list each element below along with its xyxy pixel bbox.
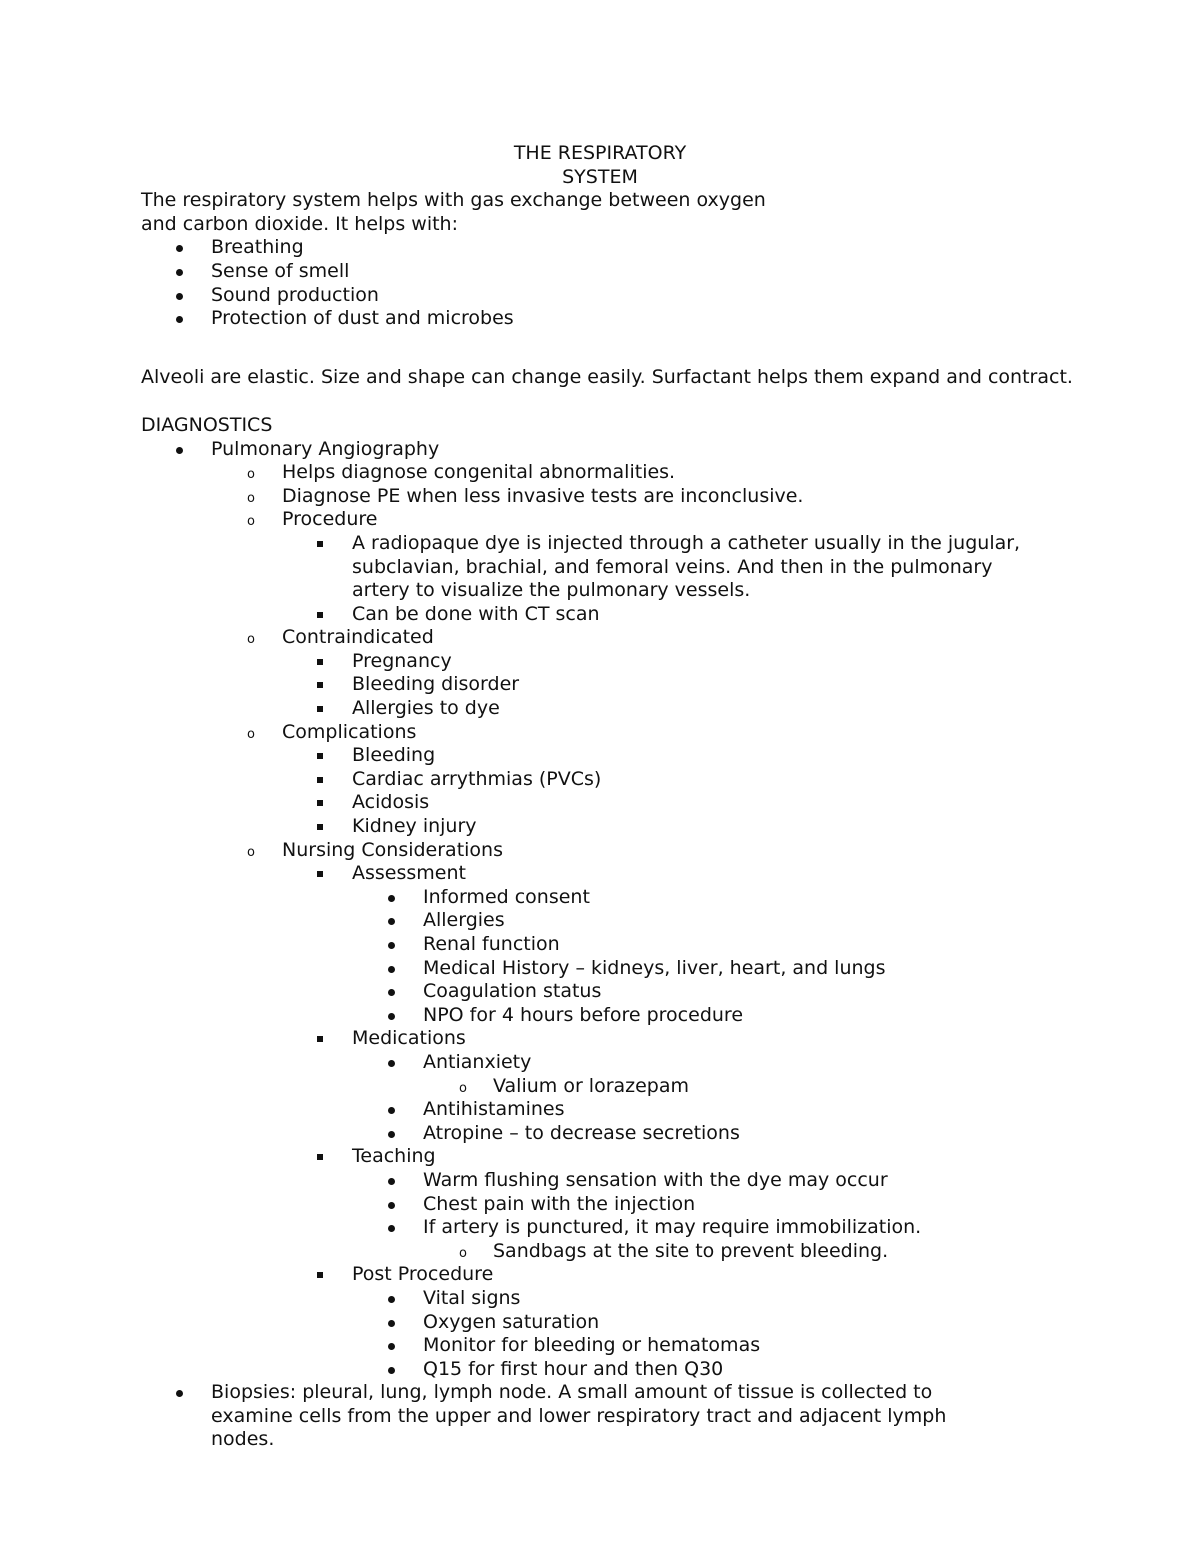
square-bullet-icon <box>317 800 323 806</box>
circle-bullet-icon: o <box>247 467 255 483</box>
list-item: o Procedure <box>141 508 1121 532</box>
list-item: Oxygen saturation <box>141 1311 1121 1335</box>
list-item: Bleeding disorder <box>141 673 1121 697</box>
square-bullet-icon <box>317 541 323 547</box>
list-item: Sound production <box>141 284 1121 308</box>
bullet-dot-icon <box>388 918 395 925</box>
list-item: o Sandbags at the site to prevent bleeding. <box>141 1240 1121 1264</box>
list-item: Can be done with CT scan <box>141 603 1121 627</box>
spacer <box>141 331 1121 355</box>
circle-bullet-icon: o <box>247 632 255 648</box>
list-item: Allergies to dye <box>141 697 1121 721</box>
spacer <box>141 354 1121 366</box>
square-bullet-icon <box>317 682 323 688</box>
list-item: Q15 for first hour and then Q30 <box>141 1358 1121 1382</box>
circle-bullet-icon: o <box>247 514 255 530</box>
list-item-continuation: artery to visualize the pulmonary vessels. <box>352 579 751 602</box>
spacer <box>141 402 1121 414</box>
list-item: Antianxiety <box>141 1051 1121 1075</box>
bullet-dot-icon <box>176 447 183 454</box>
spacer <box>141 390 1121 402</box>
diagnostics-heading: DIAGNOSTICS <box>141 413 273 436</box>
circle-bullet-icon: o <box>247 490 255 506</box>
bullet-dot-icon <box>388 1202 395 1209</box>
alveoli-paragraph: Alveoli are elastic. Size and shape can change easily. Surfactant helps them expand and contract. <box>141 366 1073 389</box>
list-item-continuation: nodes. <box>211 1428 275 1451</box>
list-item: Antihistamines <box>141 1098 1121 1122</box>
list-item: If artery is punctured, it may require immobilization. <box>141 1216 1121 1240</box>
circle-bullet-icon: o <box>459 1245 467 1261</box>
list-item: Teaching <box>141 1145 1121 1169</box>
square-bullet-icon <box>317 659 323 665</box>
list-item: Allergies <box>141 909 1121 933</box>
circle-bullet-icon: o <box>247 726 255 742</box>
bullet-dot-icon <box>388 1131 395 1138</box>
square-bullet-icon <box>317 1036 323 1042</box>
bullet-dot-icon <box>176 245 183 252</box>
bullet-dot-icon <box>176 269 183 276</box>
list-item: Warm flushing sensation with the dye may occur <box>141 1169 1121 1193</box>
circle-bullet-icon: o <box>459 1080 467 1096</box>
circle-bullet-icon: o <box>247 844 255 860</box>
bullet-dot-icon <box>388 989 395 996</box>
square-bullet-icon <box>317 1272 323 1278</box>
bullet-dot-icon <box>388 1107 395 1114</box>
bullet-dot-icon <box>388 1225 395 1232</box>
bullet-dot-icon <box>388 1060 395 1067</box>
bullet-dot-icon <box>388 895 395 902</box>
bullet-dot-icon <box>388 1178 395 1185</box>
list-item: Kidney injury <box>141 815 1121 839</box>
bullet-dot-icon <box>388 1013 395 1020</box>
list-item: Protection of dust and microbes <box>141 307 1121 331</box>
title-line-1: THE RESPIRATORY <box>513 142 687 164</box>
list-item: o Nursing Considerations <box>141 839 1121 863</box>
list-item: Coagulation status <box>141 980 1121 1004</box>
square-bullet-icon <box>317 1154 323 1160</box>
list-item: Bleeding <box>141 744 1121 768</box>
list-item: o Valium or lorazepam <box>141 1075 1121 1099</box>
list-item: Post Procedure <box>141 1263 1121 1287</box>
bullet-dot-icon <box>388 942 395 949</box>
list-item: NPO for 4 hours before procedure <box>141 1004 1121 1028</box>
list-item: Pregnancy <box>141 650 1121 674</box>
list-item: Medications <box>141 1027 1121 1051</box>
list-item: Vital signs <box>141 1287 1121 1311</box>
list-item: Breathing <box>141 236 1121 260</box>
bullet-dot-icon <box>388 966 395 973</box>
square-bullet-icon <box>317 777 323 783</box>
list-item-continuation: subclavian, brachial, and femoral veins. And then in the pulmonary <box>352 555 993 578</box>
list-item-continuation: examine cells from the upper and lower respiratory tract and adjacent lymph <box>211 1404 947 1427</box>
list-item: o Contraindicated <box>141 626 1121 650</box>
list-item: Renal function <box>141 933 1121 957</box>
list-item: o Diagnose PE when less invasive tests are inconclusive. <box>141 485 1121 509</box>
intro-line-1: The respiratory system helps with gas exchange between oxygen <box>141 189 766 212</box>
list-item: Biopsies: pleural, lung, lymph node. A small amount of tissue is collected to <box>141 1381 1121 1405</box>
square-bullet-icon <box>317 753 323 759</box>
list-item: A radiopaque dye is injected through a catheter usually in the jugular, <box>141 532 1121 556</box>
list-item: o Helps diagnose congenital abnormalities. <box>141 461 1121 485</box>
square-bullet-icon <box>317 824 323 830</box>
list-item: Sense of smell <box>141 260 1121 284</box>
title-line-2: SYSTEM <box>562 165 638 188</box>
square-bullet-icon <box>317 706 323 712</box>
square-bullet-icon <box>317 871 323 877</box>
list-item: Assessment <box>141 862 1121 886</box>
list-item: o Complications <box>141 721 1121 745</box>
list-item: Pulmonary Angiography <box>141 438 1121 462</box>
intro-bullet-list <box>141 236 1121 330</box>
list-item: Medical History – kidneys, liver, heart, and lungs <box>141 957 1121 981</box>
document-page <box>141 142 1121 1452</box>
bullet-dot-icon <box>176 316 183 323</box>
list-item: Cardiac arrythmias (PVCs) <box>141 768 1121 792</box>
bullet-dot-icon <box>388 1367 395 1374</box>
bullet-dot-icon <box>388 1320 395 1327</box>
bullet-dot-icon <box>176 293 183 300</box>
intro-line-2: and carbon dioxide. It helps with: <box>141 212 458 235</box>
bullet-dot-icon <box>388 1296 395 1303</box>
bullet-dot-icon <box>388 1343 395 1350</box>
bullet-dot-icon <box>176 1390 183 1397</box>
square-bullet-icon <box>317 612 323 618</box>
list-item: Informed consent <box>141 886 1121 910</box>
list-item: Chest pain with the injection <box>141 1193 1121 1217</box>
list-item: Monitor for bleeding or hematomas <box>141 1334 1121 1358</box>
list-item: Acidosis <box>141 791 1121 815</box>
list-item: Atropine – to decrease secretions <box>141 1122 1121 1146</box>
